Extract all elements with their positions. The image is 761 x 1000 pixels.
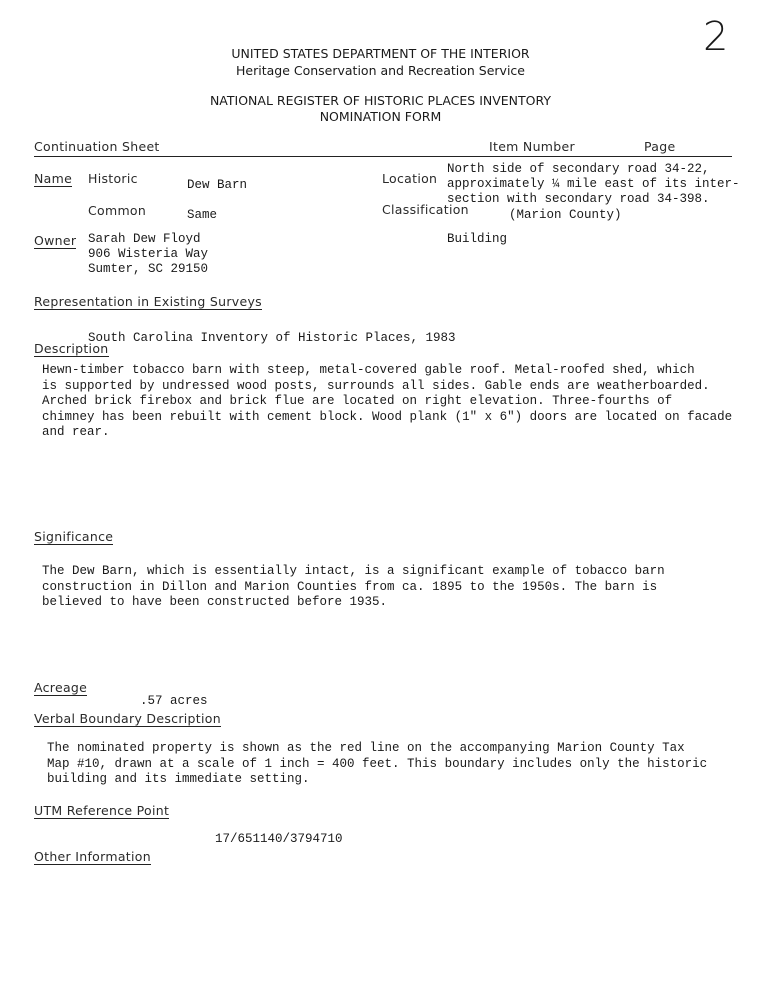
representation-label: Representation in Existing Surveys	[34, 294, 262, 309]
location-line-2: approximately ¼ mile east of its inter-	[447, 177, 740, 191]
boundary-line: The nominated property is shown as the red line on the accompanying Marion County Tax	[47, 741, 685, 755]
common-label: Common	[88, 203, 147, 218]
historic-value: Dew Barn	[187, 178, 248, 192]
description-line: is supported by undressed wood posts, surrounds all sides. Gable ends are weatherboarded.	[42, 378, 710, 393]
description-line: and rear.	[42, 425, 110, 439]
significance-text	[42, 564, 665, 611]
location-line-1: North side of secondary road 34-22,	[447, 162, 710, 176]
common-value: Same	[187, 208, 218, 222]
owner-line-1: Sarah Dew Floyd	[88, 232, 201, 246]
location-line-3: section with secondary road 34-398.	[447, 192, 710, 206]
description-text	[42, 363, 732, 441]
boundary-text	[47, 741, 707, 788]
utm-value: 17/651140/3794710	[215, 832, 343, 846]
item-number-label: Item Number	[489, 139, 575, 154]
owner-line-3: Sumter, SC 29150	[88, 262, 209, 276]
representation-value: South Carolina Inventory of Historic Places, 1983	[88, 331, 456, 345]
acreage-value: .57 acres	[140, 694, 208, 708]
description-label: Description	[34, 341, 109, 356]
header-register: NATIONAL REGISTER OF HISTORIC PLACES INVENTORY	[209, 93, 552, 108]
boundary-line: Map #10, drawn at a scale of 1 inch = 400 feet. This boundary includes only the historic	[47, 756, 708, 771]
classification-value: Building	[447, 232, 508, 246]
location-label: Location	[382, 171, 438, 186]
page-number: 2	[703, 14, 729, 60]
description-line: chimney has been rebuilt with cement block. Wood plank (1" x 6") doors are located on facade	[42, 409, 733, 424]
other-information-label: Other Information	[34, 849, 151, 864]
location-line-4: (Marion County)	[509, 208, 622, 222]
header-department: UNITED STATES DEPARTMENT OF THE INTERIOR	[231, 46, 530, 61]
owner-line-2: 906 Wisteria Way	[88, 247, 209, 261]
page-label: Page	[644, 139, 676, 154]
historic-label: Historic	[88, 171, 138, 186]
continuation-sheet-label: Continuation Sheet	[34, 139, 160, 154]
acreage-label: Acreage	[34, 680, 88, 695]
significance-line: construction in Dillon and Marion Counties from ca. 1895 to the 1950s. The barn is	[42, 579, 658, 594]
continuation-rule	[34, 156, 732, 157]
boundary-label: Verbal Boundary Description	[34, 711, 221, 726]
boundary-line: building and its immediate setting.	[47, 772, 310, 786]
significance-line: believed to have been constructed before 1935.	[42, 595, 388, 609]
classification-label: Classification	[382, 202, 469, 217]
description-line: Hewn-timber tobacco barn with steep, metal-covered gable roof. Metal-roofed shed, which	[42, 363, 695, 377]
header-form: NOMINATION FORM	[319, 109, 442, 124]
significance-line: The Dew Barn, which is essentially intact, is a significant example of tobacco barn	[42, 564, 665, 578]
description-line: Arched brick firebox and brick flue are located on right elevation. Three-fourths of	[42, 394, 673, 408]
significance-label: Significance	[34, 529, 114, 544]
owner-label: Owner	[34, 233, 77, 248]
utm-label: UTM Reference Point	[34, 803, 170, 818]
name-label: Name	[34, 171, 73, 186]
header-service: Heritage Conservation and Recreation Service	[236, 63, 525, 78]
